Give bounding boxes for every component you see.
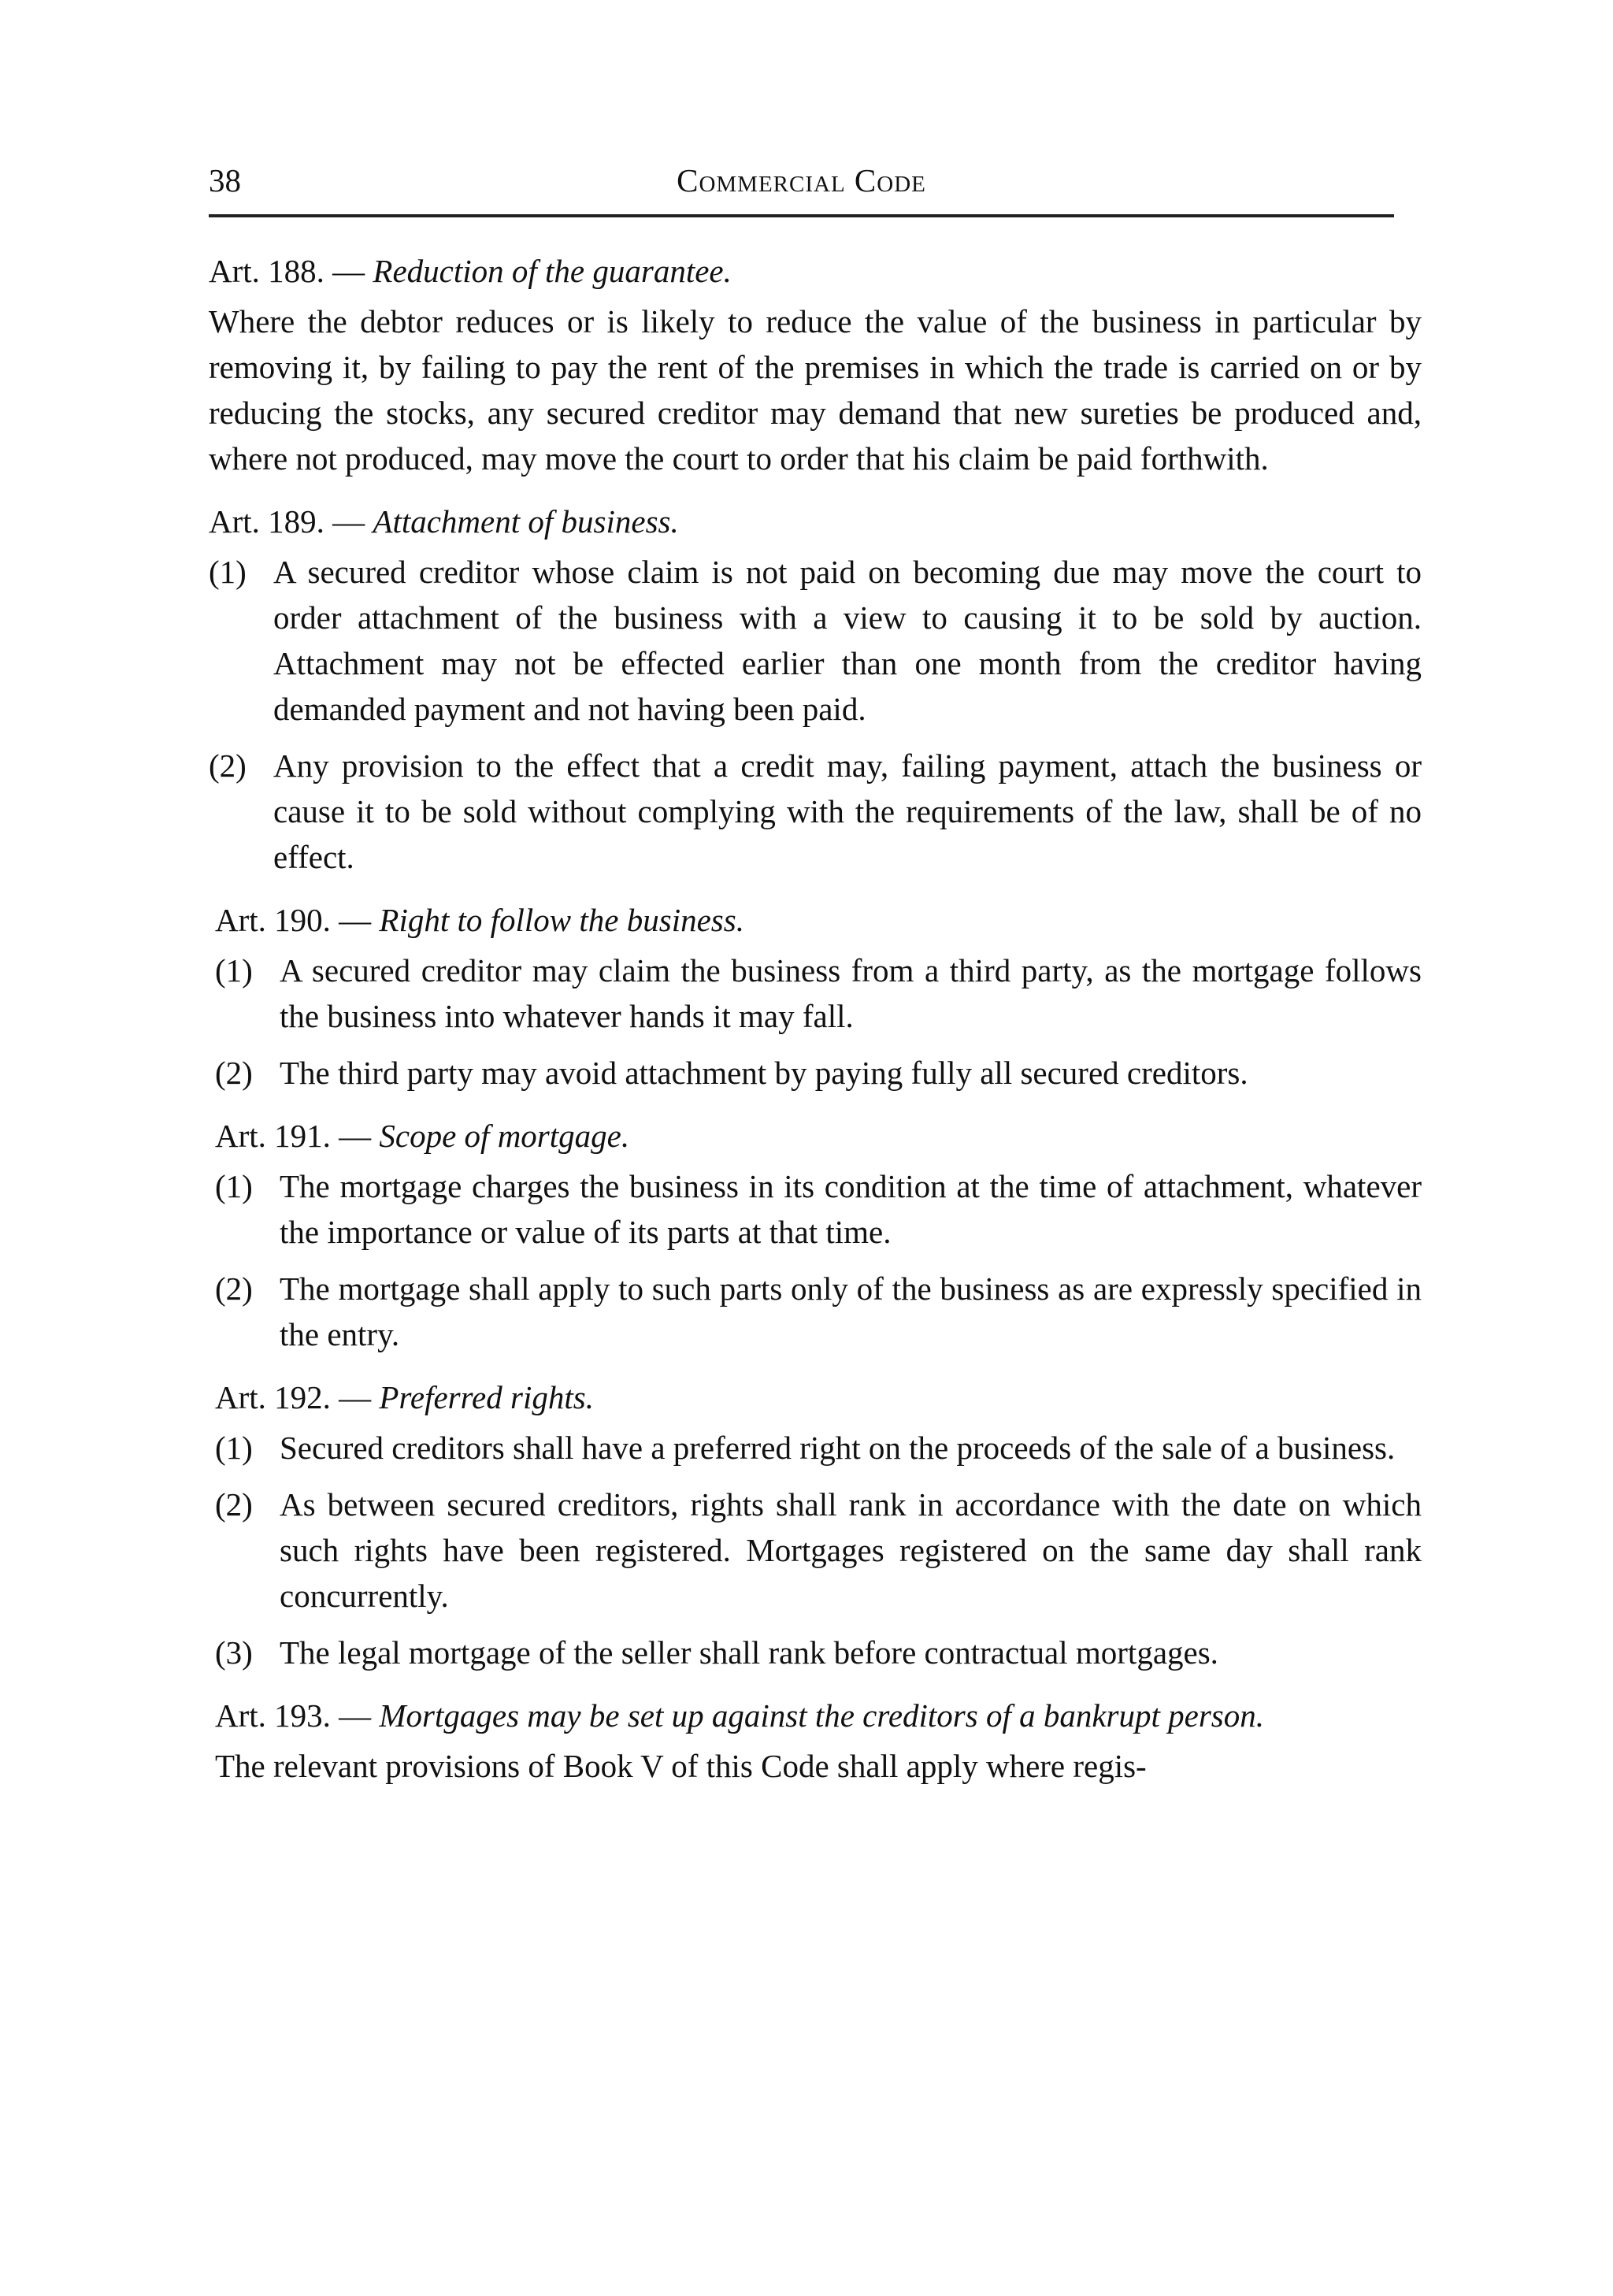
subsection-number: (2) <box>215 1055 253 1091</box>
article-191 <box>209 1113 1422 1357</box>
article-number: Art. 192. <box>215 1379 331 1415</box>
article-title: Right to follow the business. <box>379 902 744 938</box>
article-number: Art. 188. <box>209 253 324 289</box>
page-number: 38 <box>209 162 241 198</box>
dash: — <box>339 902 372 938</box>
subsection-text: The legal mortgage of the seller shall rank before contractual mortgages. <box>280 1634 1218 1671</box>
subsection <box>215 1163 1422 1255</box>
article-heading <box>215 1374 1422 1420</box>
subsection-text: The third party may avoid attachment by paying fully all secured creditors. <box>280 1055 1248 1091</box>
article-number: Art. 189. <box>209 503 324 540</box>
subsection-text: Any provision to the effect that a credit may, failing payment, attach the business or cause it to be sold without complying with the requirements of the law, shall be of no effect. <box>273 747 1422 875</box>
subsection-number: (2) <box>215 1486 253 1523</box>
subsection-text: A secured creditor may claim the business from a third party, as the mortgage follows the business into whatever hands it may fall. <box>280 952 1422 1034</box>
article-188 <box>209 248 1422 481</box>
article-number: Art. 190. <box>215 902 331 938</box>
subsection-text: A secured creditor whose claim is not paid on becoming due may move the court to order attachment of the business with a view to causing it to be sold by auction. Attachment may not be effected earlier than one month from the creditor having demanded payment and not having been paid. <box>273 554 1422 727</box>
dash: — <box>332 503 365 540</box>
subsection-number: (3) <box>215 1634 253 1671</box>
subsection-number: (1) <box>209 554 247 590</box>
subsection <box>215 1425 1422 1471</box>
article-number: Art. 191. <box>215 1118 331 1154</box>
article-193 <box>209 1693 1422 1789</box>
article-heading <box>215 897 1422 943</box>
dash: — <box>339 1118 372 1154</box>
article-190 <box>209 897 1422 1096</box>
subsection <box>209 743 1422 880</box>
article-heading <box>215 1113 1422 1159</box>
subsection <box>215 1630 1422 1675</box>
article-189 <box>209 499 1422 880</box>
dash: — <box>339 1697 372 1734</box>
subsection-number: (2) <box>215 1270 253 1307</box>
subsection <box>215 1266 1422 1357</box>
article-text: Where the debtor reduces or is likely to reduce the value of the business in particular by removing it, by failing to pay the rent of the premises in which the trade is carried on or by reducing the stocks, any secured creditor may demand that new sureties be produced and, where not produced, may move the court to order that his claim be paid forthwith. <box>209 303 1422 477</box>
article-title: Scope of mortgage. <box>379 1118 630 1154</box>
article-heading <box>209 248 1422 294</box>
article-title: Attachment of business. <box>373 503 679 540</box>
subsection-number: (1) <box>215 952 253 989</box>
subsection-text: The mortgage shall apply to such parts only of the business as are expressly specified in the entry. <box>280 1270 1422 1352</box>
page-header <box>209 154 1394 209</box>
dash: — <box>332 253 365 289</box>
article-heading <box>215 1693 1422 1738</box>
subsection-number: (1) <box>215 1168 253 1204</box>
article-number: Art. 193. <box>215 1697 331 1734</box>
article-title: Preferred rights. <box>379 1379 594 1415</box>
article-heading <box>209 499 1422 544</box>
subsection-text: As between secured creditors, rights shall rank in accordance with the date on which such rights have been registered. Mortgages registered on the same day shall rank concurrently. <box>280 1486 1422 1614</box>
subsection <box>215 1050 1422 1096</box>
subsection-text: The mortgage charges the business in its condition at the time of attachment, whatever the importance or value of its parts at that time. <box>280 1168 1422 1250</box>
subsection <box>215 1482 1422 1619</box>
article-192 <box>209 1374 1422 1675</box>
header-rule <box>209 214 1394 217</box>
subsection <box>215 948 1422 1039</box>
subsection <box>209 549 1422 732</box>
running-title: Commercial Code <box>677 162 926 198</box>
article-text: The relevant provisions of Book V of this Code shall apply where regis- <box>215 1748 1147 1784</box>
subsection-number: (1) <box>215 1430 253 1466</box>
article-title: Reduction of the guarantee. <box>373 253 732 289</box>
subsection-text: Secured creditors shall have a preferred right on the proceeds of the sale of a business. <box>280 1430 1396 1466</box>
article-title: Mortgages may be set up against the creditors of a bankrupt person. <box>379 1697 1265 1734</box>
page-body <box>209 248 1422 1806</box>
dash: — <box>339 1379 372 1415</box>
subsection-number: (2) <box>209 747 247 784</box>
